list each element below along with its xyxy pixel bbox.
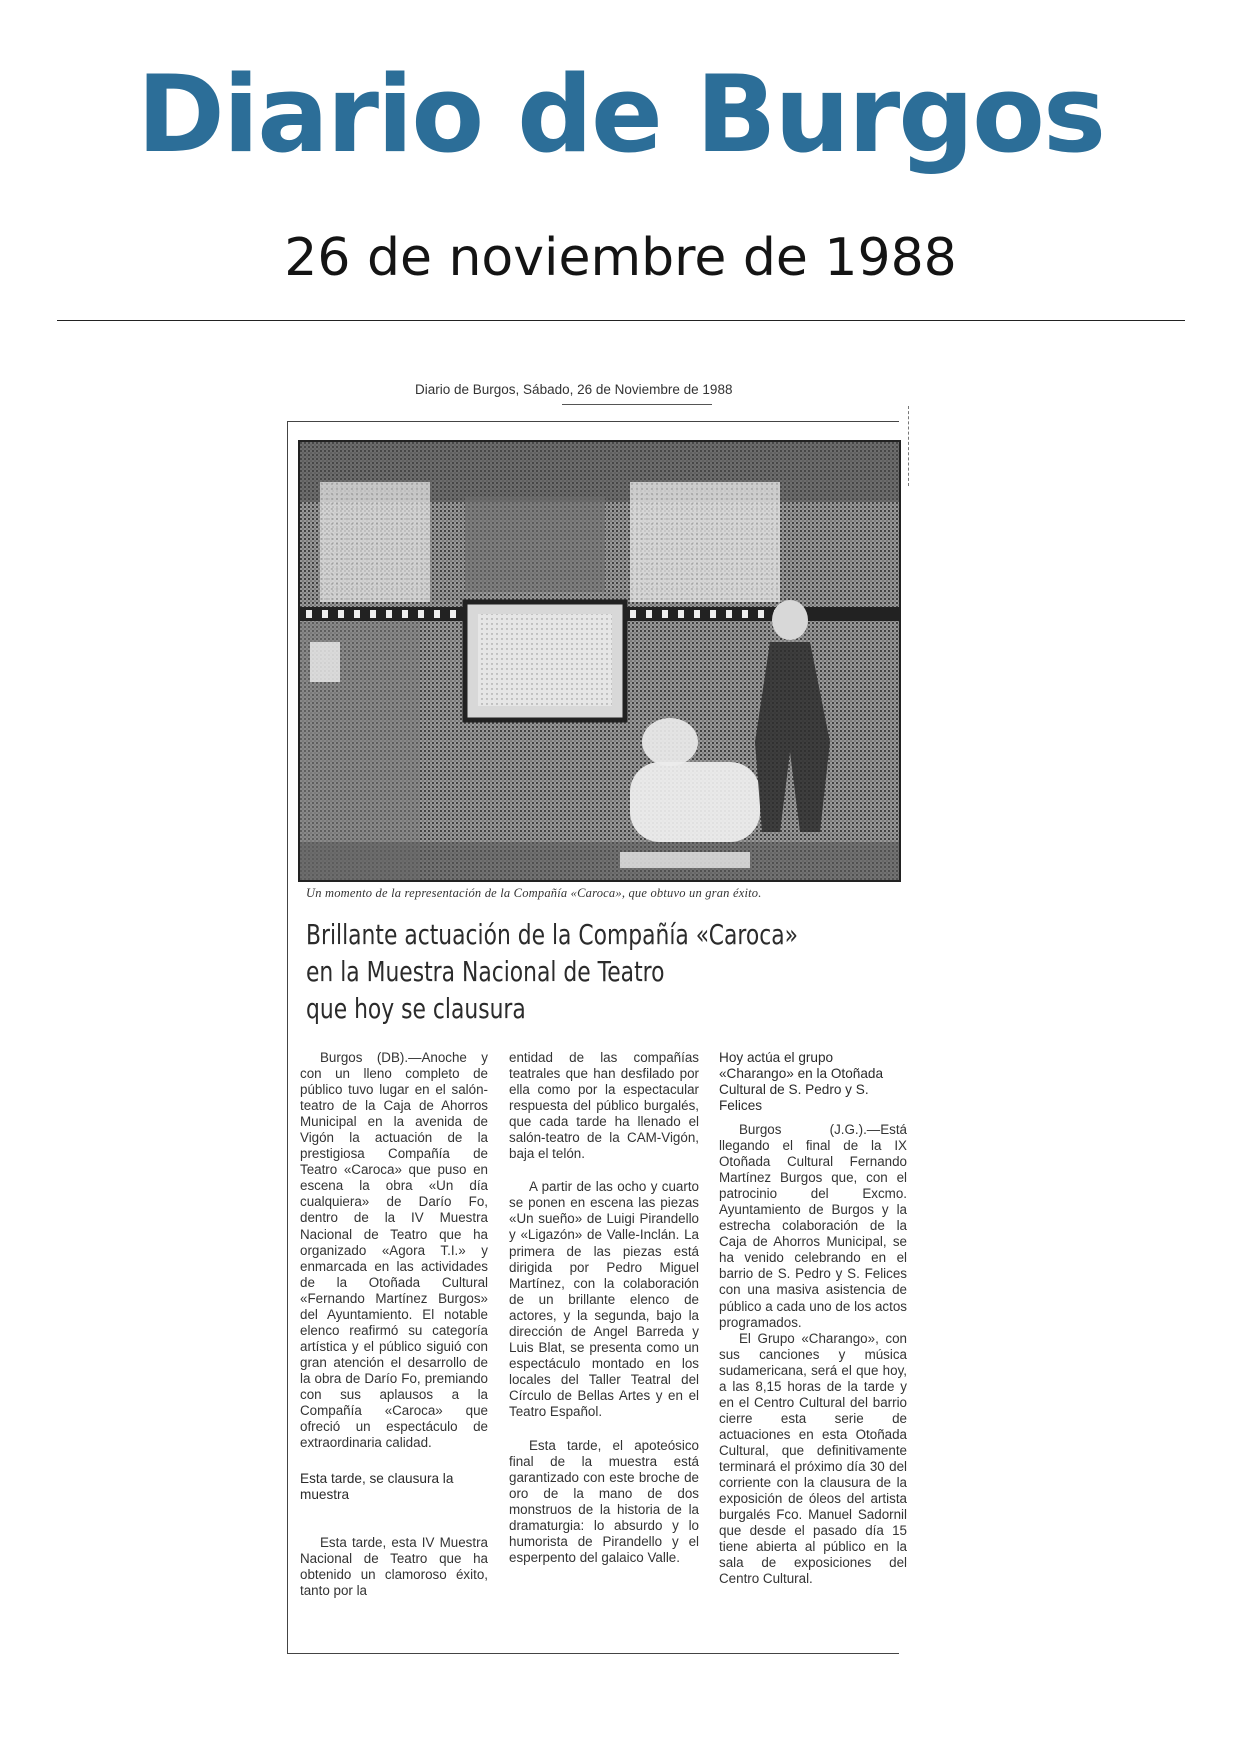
col2-paragraph-1: entidad de las compañías teatrales que han desfilado por ella como por la espectacular respuesta del público burgalés, que cada tarde ha llenado el salón-teatro de la CAM-Vigón, baja el telón. — [509, 1050, 699, 1162]
clipping-frame-left — [287, 421, 288, 1653]
clipping-edge-mark — [908, 406, 913, 486]
masthead-logo: Diario de Burgos — [136, 53, 1105, 176]
clipping-header-underline — [562, 404, 712, 405]
col1-paragraph-1: Burgos (DB).—Anoche y con un lleno completo de público tuvo lugar en el salón-teatro de la Caja de Ahorros Municipal en la avenida de Vigón la actuación de la prestigiosa Compañía de Teatro «Caroca» que puso en escena la obra «Un día cualquiera» de Darío Fo, dentro de la IV Muestra Nacional de Teatro que ha organizado «Agora T.I.» y enmarcada en las actividades de la Otoñada Cultural «Fernando Martínez Burgos» del Ayuntamiento. El notable elenco reafirmó su categoría artística y el público siguió con gran atención el desarrollo de la obra de Darío Fo, premiando con sus aplausos a la Compañía «Caroca» que ofreció un espectáculo de extraordinaria calidad. — [300, 1050, 488, 1451]
headline-line-3: que hoy se clausura — [306, 992, 526, 1025]
article-column-1 — [300, 1050, 488, 1599]
col1-subheading: Esta tarde, se clausura la muestra — [300, 1471, 454, 1503]
article-column-2 — [509, 1050, 699, 1566]
col2-paragraph-2: A partir de las ocho y cuarto se ponen en escena las piezas «Un sueño» de Luigi Pirandello y «Ligazón» de Valle-Inclán. La primera de las piezas está dirigida por Pedro Miguel Martínez, con la colaboración de un brillante elenco de actores, y la segunda, bajo la dirección de Angel Barreda y Luis Blat, se presenta como un espectáculo montado en los locales del Taller Teatral del Círculo de Bellas Artes y en el Teatro Español. — [509, 1179, 699, 1419]
article-headline — [306, 916, 798, 1027]
article-column-3 — [719, 1050, 907, 1587]
newspaper-clipping — [280, 368, 928, 1658]
divider — [57, 320, 1185, 321]
col3-subheading: Hoy actúa el grupo «Charango» en la Otoñada Cultural de S. Pedro y S. Felices — [719, 1050, 884, 1113]
photo-caption: Un momento de la representación de la Compañía «Caroca», que obtuvo un gran éxito. — [306, 886, 762, 900]
headline-line-2: en la Muestra Nacional de Teatro — [306, 955, 665, 988]
photo-halftone — [300, 442, 899, 880]
performance-photo — [298, 440, 901, 882]
col1-paragraph-2: Esta tarde, esta IV Muestra Nacional de Teatro que ha obtenido un clamoroso éxito, tanto por la — [300, 1535, 488, 1599]
headline-line-1: Brillante actuación de la Compañía «Caroca» — [306, 918, 798, 951]
col3-paragraph-1: Burgos (J.G.).—Está llegando el final de la IX Otoñada Cultural Fernando Martínez Burgos que, con el patrocinio del Excmo. Ayuntamiento de Burgos y la estrecha colaboración de la Caja de Ahorros Municipal, se ha venido celebrando en el barrio de S. Pedro y S. Felices con una masiva asistencia de público a cada uno de los actos programados. — [719, 1122, 907, 1330]
clipping-header: Diario de Burgos, Sábado, 26 de Noviembre de 1988 — [415, 382, 733, 397]
clipping-frame-bottom — [287, 1653, 899, 1654]
clipping-frame-top — [287, 421, 899, 422]
col2-paragraph-3: Esta tarde, el apoteósico final de la muestra está garantizado con este broche de oro de la mano de dos monstruos de la historia de la dramaturgia: lo absurdo y lo humorista de Pirandello y el esperpento del galaico Valle. — [509, 1438, 699, 1566]
col3-paragraph-2: El Grupo «Charango», con sus canciones y música sudamericana, será el que hoy, a las 8,15 horas de la tarde y en el Centro Cultural del barrio cierre esta serie de actuaciones en esta Otoñada Cultural, que definitivamente terminará el próximo día 30 del corriente con la clausura de la exposición de óleos del artista burgalés Fco. Manuel Sadornil que desde el pasado día 15 tiene abierta al público en la sala de exposiciones del Centro Cultural. — [719, 1330, 907, 1587]
publication-date: 26 de noviembre de 1988 — [284, 228, 957, 288]
